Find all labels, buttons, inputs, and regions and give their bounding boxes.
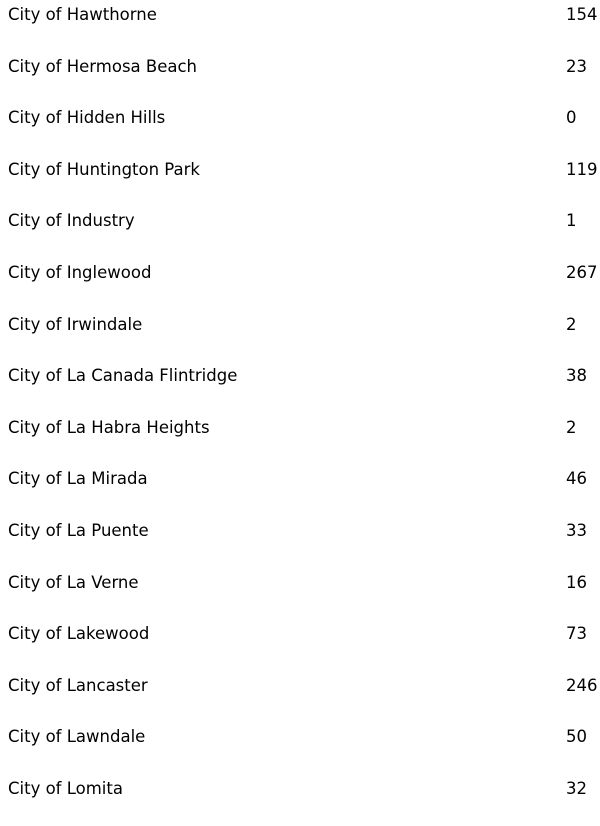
city-count: 0 [566, 108, 577, 128]
city-name: City of La Puente [8, 520, 149, 540]
table-row [0, 619, 600, 671]
city-name: City of Hawthorne [8, 5, 157, 24]
table-row [0, 0, 600, 52]
city-name: City of La Habra Heights [8, 417, 210, 437]
city-name: City of Huntington Park [8, 159, 200, 179]
table-row [0, 206, 600, 258]
city-name: City of Lancaster [8, 675, 148, 695]
table-row [0, 52, 600, 104]
city-name: City of Hermosa Beach [8, 56, 198, 76]
city-name: City of Hidden Hills [8, 108, 166, 128]
city-name: City of La Canada Flintridge [8, 366, 238, 386]
city-count: 33 [566, 520, 587, 540]
table-row [0, 103, 600, 155]
table-row [0, 568, 600, 620]
city-count: 32 [566, 778, 587, 798]
city-name: City of Lawndale [8, 727, 146, 747]
city-count: 73 [566, 624, 587, 644]
city-count: 267 [566, 262, 598, 282]
city-count: 50 [566, 727, 587, 747]
city-count: 46 [566, 469, 587, 489]
city-count: 2 [566, 417, 577, 437]
city-name: City of La Mirada [8, 469, 148, 489]
table-row [0, 464, 600, 516]
city-name: City of Lakewood [8, 624, 150, 644]
city-name: City of Industry [8, 211, 135, 231]
city-count: 16 [566, 572, 587, 592]
table-row [0, 155, 600, 207]
table-row [0, 361, 600, 413]
city-count: 2 [566, 314, 577, 334]
city-count: 23 [566, 56, 587, 76]
city-count: 246 [566, 675, 598, 695]
table-row [0, 774, 600, 826]
table-row [0, 413, 600, 465]
city-name: City of Irwindale [8, 314, 143, 334]
city-name: City of Lomita [8, 778, 123, 798]
table-row [0, 310, 600, 362]
city-name: City of La Verne [8, 572, 139, 592]
city-name: City of Inglewood [8, 262, 152, 282]
table-row [0, 722, 600, 774]
table-row [0, 671, 600, 723]
city-count: 119 [566, 159, 598, 179]
city-count: 38 [566, 366, 587, 386]
city-count: 154 [566, 5, 598, 24]
table-row [0, 258, 600, 310]
table-row [0, 516, 600, 568]
city-count: 1 [566, 211, 577, 231]
